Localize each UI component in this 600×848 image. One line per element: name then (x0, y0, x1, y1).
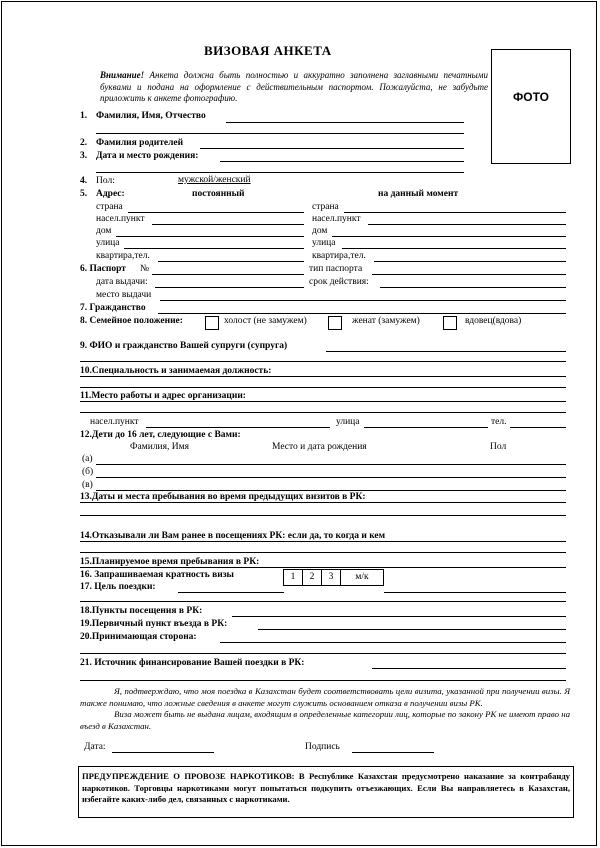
issue-place-field[interactable] (160, 300, 566, 301)
previous-visits-field-2[interactable] (80, 515, 566, 516)
multiplicity-option-3[interactable]: 3 (321, 569, 341, 586)
married-checkbox[interactable] (328, 316, 342, 330)
country-current-field[interactable] (344, 212, 566, 213)
label-citizenship: 7. Гражданство (80, 303, 146, 313)
form-title: ВИЗОВАЯ АНКЕТА (204, 43, 332, 58)
label-marital-status: 8. Семейное положение: (80, 316, 183, 326)
widow-checkbox[interactable] (443, 316, 457, 330)
workplace-field[interactable] (260, 401, 566, 402)
label-house-current: дом (312, 226, 328, 236)
num-3: 3. (80, 151, 88, 161)
num-5: 5. (80, 189, 88, 199)
child-c-label: (в) (82, 480, 93, 490)
married-label: женат (замужем) (352, 316, 420, 326)
label-birth-date-place: Дата и место рождения: (96, 151, 199, 161)
label-spouse: 9. ФИО и гражданство Вашей супруги (супруга) (80, 341, 288, 351)
label-passport-no: № (140, 264, 150, 274)
label-house: дом (96, 226, 112, 236)
multiplicity-option-2[interactable]: 2 (302, 569, 322, 586)
label-stay-duration: 15.Планируемое время пребывания в РК: (80, 557, 260, 567)
signature-field[interactable] (352, 752, 434, 753)
multiplicity-option-multiple[interactable]: м/к (340, 569, 384, 586)
widow-label: вдовец(вдова) (465, 316, 522, 326)
label-entry-point: 19.Первичный пункт въезда в РК: (80, 619, 228, 629)
children-name-header: Фамилия, Имя (130, 442, 190, 452)
workplace-underline (80, 401, 260, 402)
num-1: 1. (80, 111, 88, 121)
label-work-tel: тел. (491, 417, 507, 427)
label-refusals: 14.Отказывали ли Вам ранее в посещениях РК: если да, то когда и кем (80, 531, 386, 541)
label-passport: 6. Паспорт (80, 264, 126, 274)
label-town-current: насел.пункт (312, 214, 361, 224)
spouse-field-2[interactable] (80, 361, 566, 362)
label-passport-type: тип паспорта (309, 264, 363, 274)
work-tel-field[interactable] (510, 427, 566, 428)
house-current-field[interactable] (332, 236, 566, 237)
label-visit-points: 18.Пункты посещения в РК: (80, 606, 203, 616)
label-street-current: улица (312, 238, 336, 248)
label-full-name: Фамилия, Имя, Отчество (96, 111, 206, 121)
label-work-town: насел.пункт (90, 417, 139, 427)
children-sex-header: Пол (490, 442, 507, 452)
host-field-2[interactable] (80, 653, 566, 654)
spouse-field[interactable] (326, 351, 566, 352)
attention-text: Анкета должна быть полностью и аккуратно заполнена заглавными печатными буквами и подана на оформление с действительным паспортом. Пожалуйста, не забудьте приложить к анкете фотографию. (100, 70, 488, 103)
child-b-label: (б) (82, 467, 94, 477)
label-flat: квартира,тел. (96, 251, 150, 261)
single-checkbox[interactable] (205, 316, 219, 330)
num-4: 4. (80, 176, 88, 186)
narcotics-warning (78, 766, 574, 818)
town-current-field[interactable] (368, 224, 566, 225)
label-flat-current: квартира,тел. (312, 251, 366, 261)
multiplicity-option-1[interactable]: 1 (283, 569, 303, 586)
refusals-field[interactable] (436, 541, 566, 542)
passport-type-field[interactable] (372, 274, 566, 275)
birth-date-place-field-2[interactable] (96, 172, 464, 173)
label-country-current: страна (312, 202, 339, 212)
visit-points-field[interactable] (232, 616, 566, 617)
birth-date-place-field[interactable] (220, 161, 464, 162)
label-address: Адрес: (96, 189, 125, 199)
work-town-field[interactable] (146, 427, 330, 428)
warning-lead: ПРЕДУПРЕЖДЕНИЕ О ПРОВОЗЕ НАРКОТИКОВ: (82, 771, 295, 781)
occupation-field[interactable] (272, 376, 566, 377)
passport-number-field[interactable] (152, 274, 304, 275)
label-valid-until: срок действия: (309, 277, 369, 287)
entry-point-field[interactable] (258, 629, 566, 630)
date-field[interactable] (112, 752, 214, 753)
child-a-label: (а) (82, 454, 93, 464)
host-field[interactable] (220, 642, 566, 643)
photo-box[interactable] (491, 49, 571, 164)
children-birth-header: Место и дата рождения (272, 442, 367, 452)
label-children: 12.Дети до 16 лет, следующие с Вами: (80, 430, 241, 440)
label-trip-purpose: 17. Цель поездки: (80, 582, 156, 592)
label-issue-place: место выдачи (96, 290, 152, 300)
num-2: 2. (80, 138, 88, 148)
sex-options[interactable]: мужской/женский (178, 175, 251, 185)
label-funding: 21. Источник финансирование Вашей поездки в РК: (80, 658, 305, 668)
refusals-field-2[interactable] (80, 552, 566, 553)
label-workplace: 11.Место работы и адрес организации: (80, 391, 246, 401)
full-name-field-2[interactable] (96, 133, 464, 134)
funding-field-2[interactable] (80, 680, 566, 681)
occupation-field-2[interactable] (80, 387, 566, 388)
valid-until-field[interactable] (380, 287, 566, 288)
label-street: улица (96, 238, 120, 248)
child-b-field[interactable] (96, 477, 566, 478)
signature-label: Подпись (305, 742, 340, 752)
single-label: холост (не замужем) (224, 316, 307, 326)
work-street-field[interactable] (364, 427, 488, 428)
declaration-paragraph-1: Я, подтверждаю, что моя поездка в Казахстан будет соответствовать цели визита, указанной при получении визы. Я также понимаю, что ложные сведения в анкете могут служить основанием отказа в получении визы РК. (80, 686, 570, 708)
workplace-field-2[interactable] (80, 412, 566, 413)
photo-label: ФОТО (513, 90, 549, 104)
label-sex: Пол: (96, 176, 115, 186)
flat-current-field[interactable] (374, 261, 566, 262)
label-visa-multiplicity: 16. Запрашиваемая кратность визы (80, 570, 234, 580)
date-label: Дата: (84, 742, 106, 752)
label-parents-names: Фамилия родителей (96, 138, 184, 148)
trip-purpose-field[interactable] (178, 592, 284, 593)
parents-names-field[interactable] (200, 148, 464, 149)
previous-visits-underline (80, 502, 412, 503)
stay-duration-field[interactable] (290, 567, 566, 568)
label-occupation: 10.Специальность и занимаемая должность: (80, 366, 272, 376)
address-permanent-header: постоянный (192, 189, 245, 199)
trip-purpose-field-right[interactable] (384, 592, 566, 593)
label-town: насел.пункт (96, 214, 145, 224)
house-permanent-field[interactable] (116, 236, 304, 237)
funding-field[interactable] (372, 668, 566, 669)
street-current-field[interactable] (342, 248, 566, 249)
occupation-underline (80, 376, 272, 377)
previous-visits-field[interactable] (412, 502, 566, 503)
refusals-underline (80, 541, 436, 542)
trip-purpose-field-2[interactable] (80, 601, 566, 602)
child-c-field[interactable] (96, 490, 566, 491)
child-a-field[interactable] (96, 464, 566, 465)
declaration-paragraph-2: Виза может быть не выдана лицам, входящим в определенные категории лиц, которые по закону РК не имеют право на въезд в Казахстан. (80, 709, 570, 731)
street-permanent-field[interactable] (124, 248, 304, 249)
label-previous-visits: 13.Даты и места пребывания во время предыдущих визитов в РК: (80, 492, 366, 502)
flat-permanent-field[interactable] (158, 261, 304, 262)
label-issue-date: дата выдачи: (96, 277, 148, 287)
stay-duration-underline (80, 567, 290, 568)
label-country: страна (96, 202, 123, 212)
declaration (80, 686, 570, 732)
country-permanent-field[interactable] (128, 212, 304, 213)
warning-text: В Республике Казахстан предусмотрено наказание за контрабанду наркотиков. Торговцы наркотиками могут попытаться подкупить отъезжающих. Если Вы направляетесь в Казахстан, избегайте каких-либо дел, связанных с наркотиками. (82, 771, 570, 804)
citizenship-field[interactable] (158, 313, 566, 314)
label-host: 20.Принимающая сторона: (80, 632, 197, 642)
address-current-header: на данный момент (378, 189, 459, 199)
label-work-street: улица (336, 417, 360, 427)
full-name-field[interactable] (226, 122, 464, 123)
attention-note (100, 70, 488, 105)
town-permanent-field[interactable] (152, 224, 304, 225)
attention-lead: Внимание! (100, 70, 145, 80)
issue-date-field[interactable] (155, 287, 304, 288)
